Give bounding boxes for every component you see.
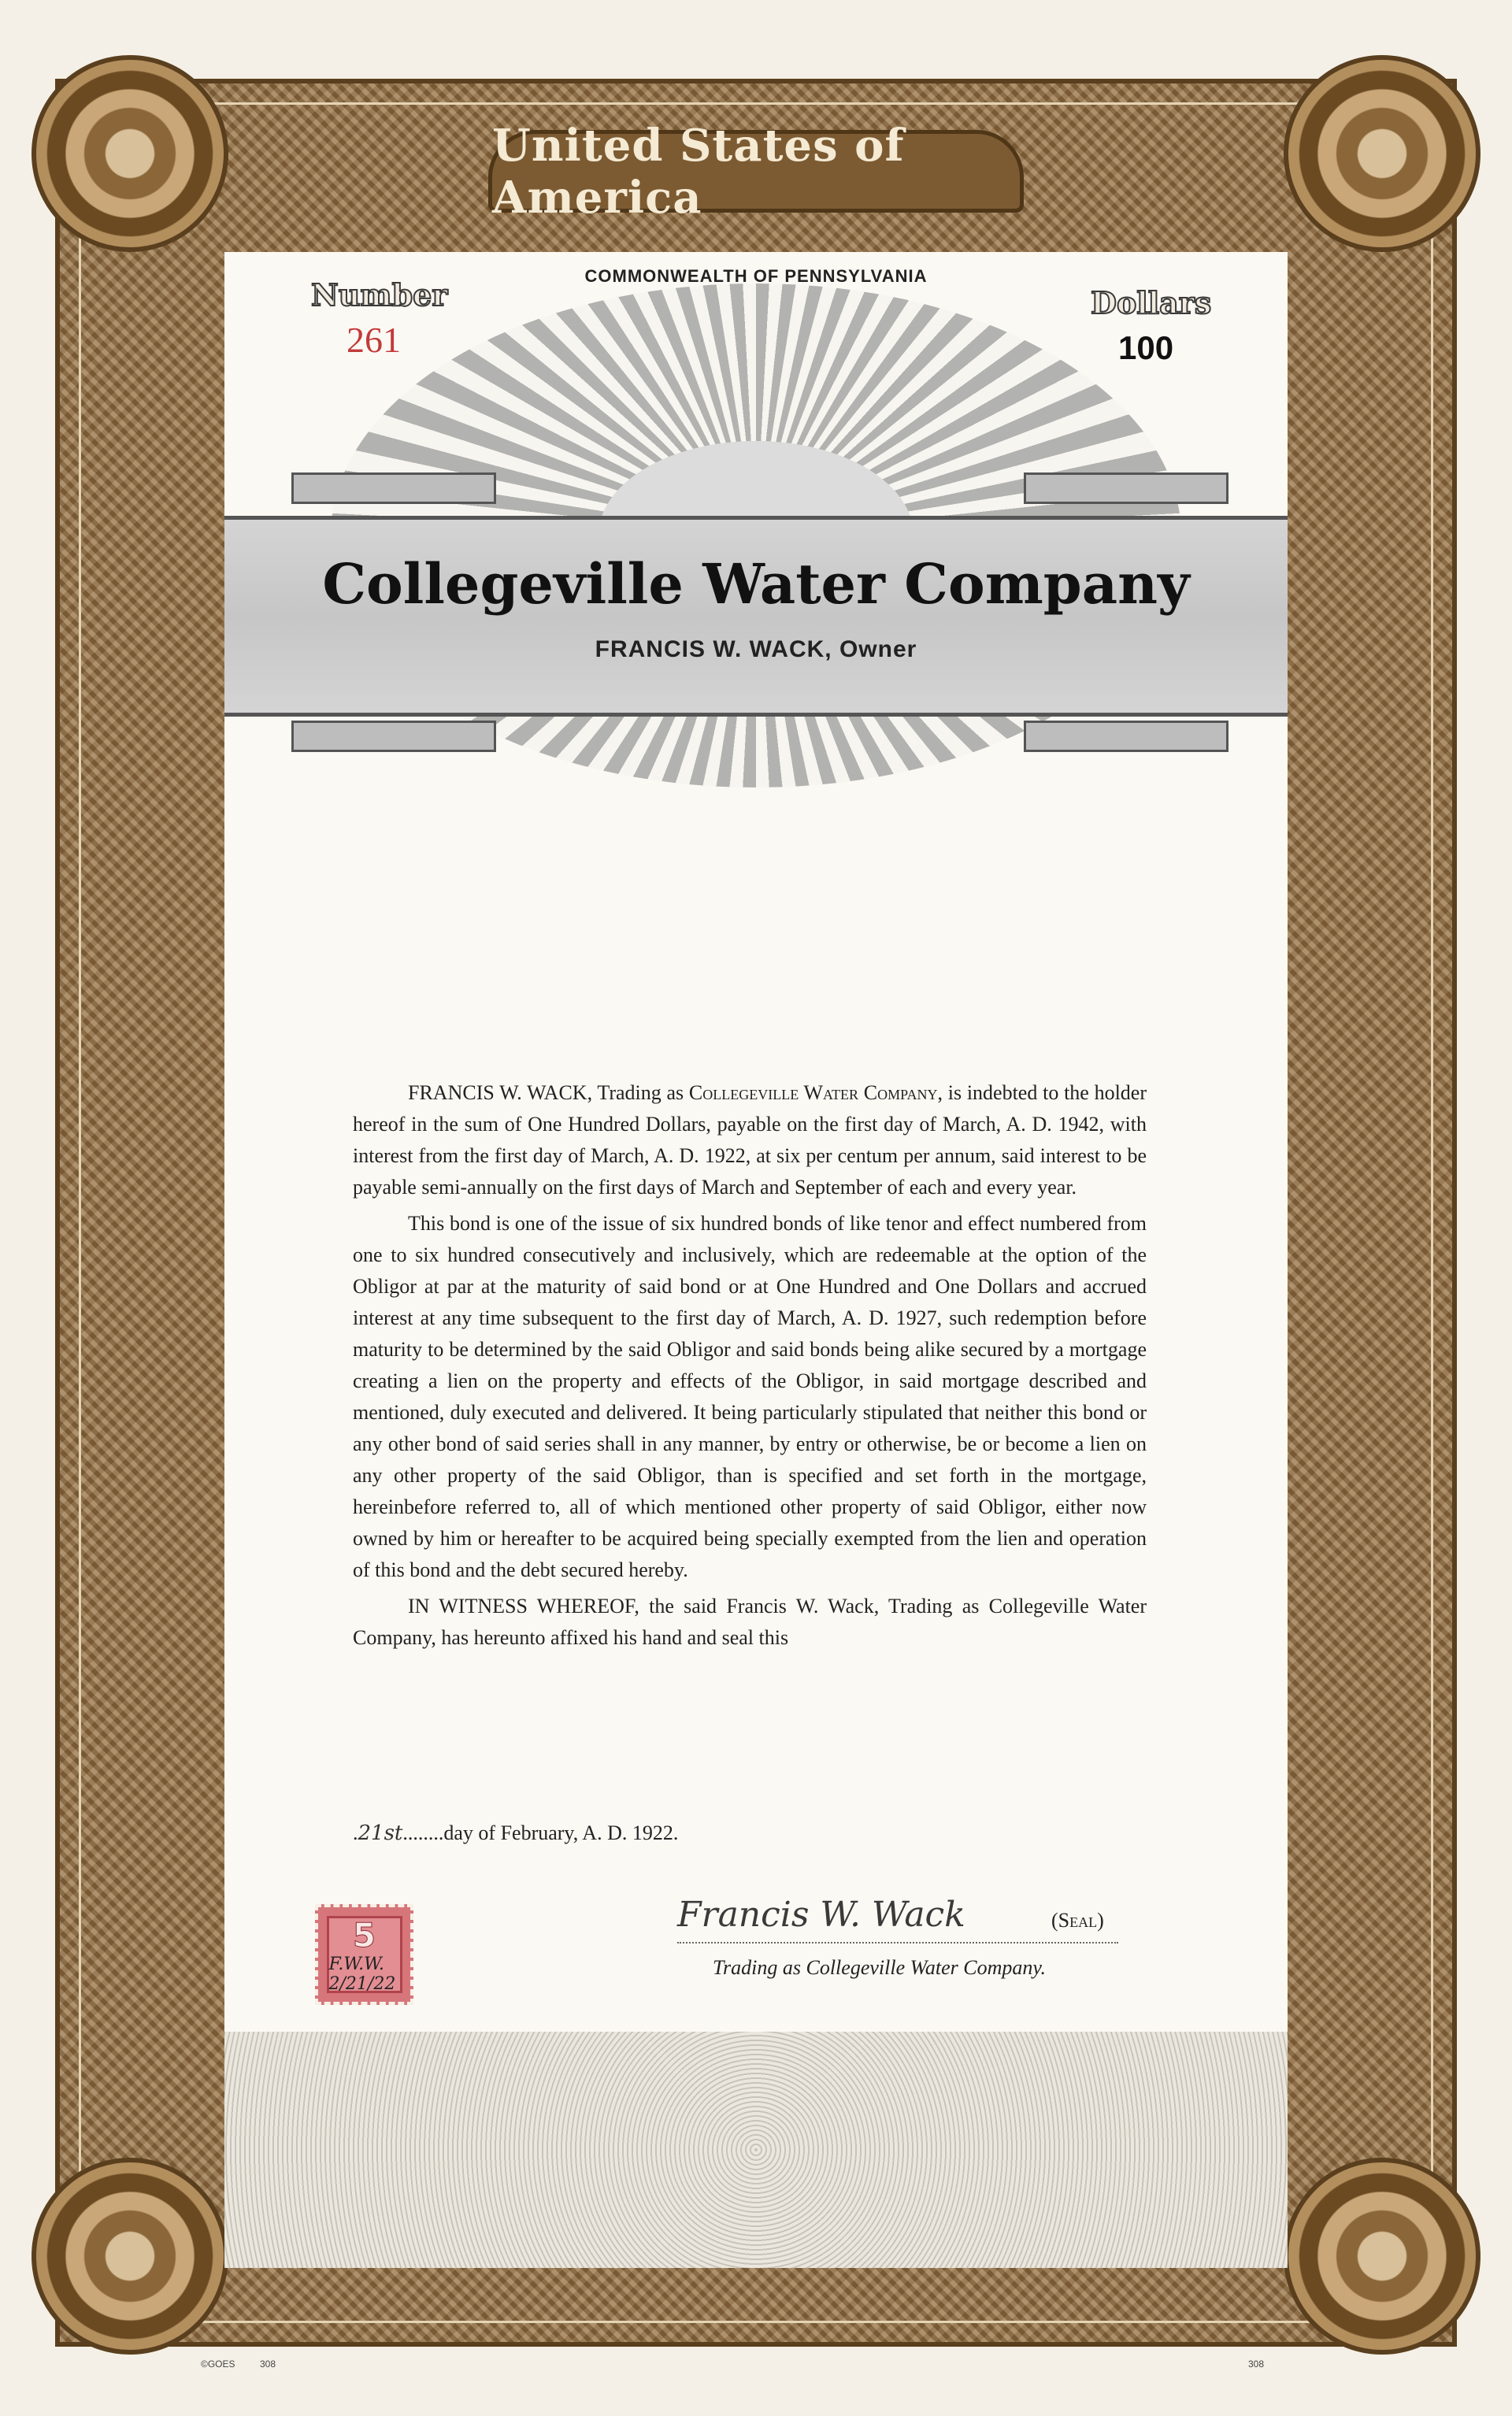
- owner-signature: Francis W. Wack: [677, 1895, 1118, 1944]
- printer-mark: ©GOES: [201, 2359, 235, 2370]
- denomination: 100: [1118, 329, 1174, 366]
- date-filled: 21st: [358, 1821, 403, 1845]
- paragraph-debt: FRANCIS W. WACK, Trading as Collegeville Water Company, is indebted to the holder hereof in the sum of One Hundred Dollars, payable on the first day of March, A. D. 1942, with interest from the first day of March, A. D. 1922, at six per centum per annum, said interest to be payable semi-annually on the first days of March and September of each and every year.: [353, 1081, 1147, 1199]
- stamp-cancellation: F.W.W. 2/21/22: [328, 1954, 396, 1994]
- seal-label: (Seal): [1051, 1909, 1104, 1932]
- paragraph-terms: This bond is one of the issue of six hundred bonds of like tenor and effect numbered from one to six hundred consecutively and inclusively, which are redeemable at the option of the Obligor at par at the maturity of said bond or at One Hundred and One Dollars and accrued interest at any time subsequent to the first day of March, A. D. 1927, such redemption before maturity to be determined by the said Obligor and said bonds being alike secured by a mortgage creating a lien on the property and effects of the Obligor, in said mortgage described and mentioned, duly executed and delivered. It being particularly stipulated that neither this bond or any other bond of said series shall in any manner, by entry or otherwise, be or become a lien on any other property of the said Obligor, than is specified and set forth in the mortgage, hereinbefore referred to, all of which mentioned other property of said Obligor, either now owned by him or hereafter to be acquired being specially exempted from the lien and operation of this bond and the debt secured hereby.: [353, 1212, 1147, 1581]
- dollars-label: Dollars: [1091, 285, 1212, 321]
- banner-tab: [1024, 472, 1228, 504]
- banner-tab: [1024, 721, 1228, 752]
- form-number-right: 308: [1248, 2359, 1265, 2370]
- corner-rosette-icon: [1284, 55, 1480, 252]
- trading-line: Trading as Collegeville Water Company.: [713, 1956, 1046, 1979]
- banner-tab: [291, 472, 496, 504]
- revenue-stamp: [315, 1904, 413, 2005]
- number-label: Number: [311, 277, 448, 313]
- form-number: 308: [260, 2359, 276, 2370]
- corner-rosette-icon: [32, 2158, 228, 2355]
- company-name: Collegeville Water Company: [322, 551, 1190, 617]
- corner-rosette-icon: [32, 55, 228, 252]
- country-banner: [488, 119, 1024, 224]
- paragraph-witness: IN WITNESS WHEREOF, the said Francis W. Wack, Trading as Collegeville Water Company, has hereunto affixed his hand and seal this: [353, 1595, 1147, 1649]
- banner-tab: [291, 721, 496, 752]
- certificate-number: 261: [346, 320, 401, 360]
- country-banner-text: United States of America: [492, 119, 905, 224]
- guilloche-band: [224, 2032, 1288, 2268]
- commonwealth-heading: COMMONWEALTH OF PENNSYLVANIA: [584, 266, 928, 286]
- stamp-face: [327, 1916, 402, 1993]
- bond-body: [353, 1077, 1147, 1658]
- owner-line: FRANCIS W. WACK, Owner: [595, 636, 917, 662]
- stamp-value: 5: [352, 1915, 376, 1955]
- date-line: .21st........day of February, A. D. 1922.: [353, 1821, 679, 1845]
- corner-rosette-icon: [1284, 2158, 1480, 2355]
